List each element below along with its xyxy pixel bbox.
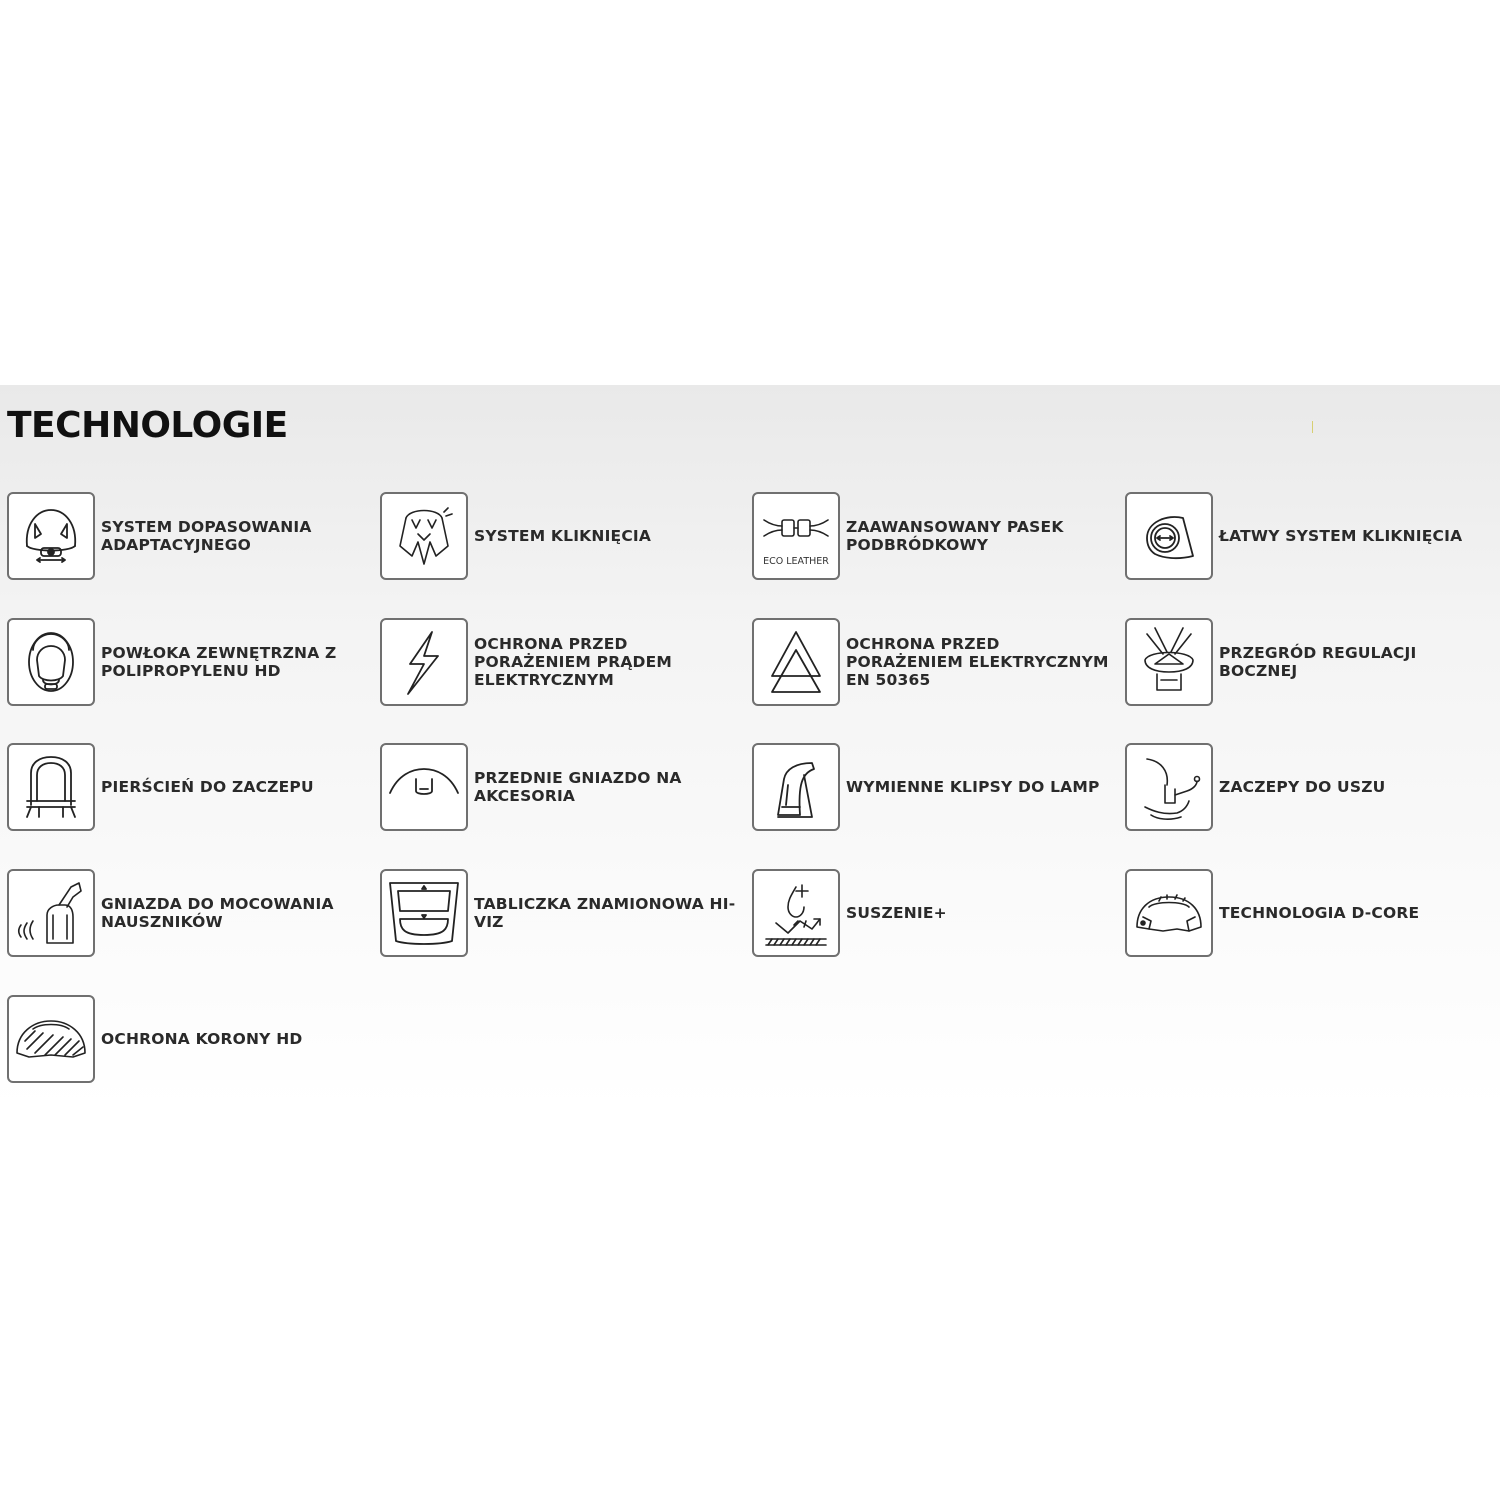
- tech-item-adaptive-fit: [7, 492, 379, 580]
- tech-item-label: ŁATWY SYSTEM KLIKNIĘCIA: [1219, 527, 1463, 545]
- tech-item-label: SYSTEM DOPASOWANIA ADAPTACYJNEGO: [101, 518, 312, 554]
- tech-item-drying-plus: [752, 869, 1124, 957]
- tech-item-label: GNIAZDA DO MOCOWANIA NAUSZNIKÓW: [101, 895, 334, 931]
- helmet-shell-top-icon: [7, 618, 95, 706]
- d-core-helmet-icon: [1125, 869, 1213, 957]
- helmet-straps-click-icon: [380, 492, 468, 580]
- hi-viz-plate-icon: [380, 869, 468, 957]
- tech-item-label: TABLICZKA ZNAMIONOWA HI-VIZ: [474, 895, 736, 931]
- lightning-bolt-icon: [380, 618, 468, 706]
- earmuff-mount-icon: [7, 869, 95, 957]
- tech-item-label: OCHRONA KORONY HD: [101, 1030, 303, 1048]
- tech-item-hook-ring: [7, 743, 379, 831]
- tech-item-label: PRZEGRÓD REGULACJI BOCZNEJ: [1219, 644, 1417, 680]
- side-adjustment-icon: [1125, 618, 1213, 706]
- chin-strap-buckle-icon: [752, 492, 840, 580]
- tech-item-hd-shell: [7, 618, 379, 706]
- tech-item-label: SYSTEM KLIKNIĘCIA: [474, 527, 652, 545]
- tech-item-label: OCHRONA PRZED PORAŻENIEM ELEKTRYCZNYM EN 50365: [846, 635, 1109, 689]
- lamp-clip-icon: [752, 743, 840, 831]
- tech-item-label: TECHNOLOGIA D-CORE: [1219, 904, 1420, 922]
- tech-item-click-system: [380, 492, 752, 580]
- tech-item-label: SUSZENIE+: [846, 904, 947, 922]
- tech-item-label: OCHRONA PRZED PORAŻENIEM PRĄDEM ELEKTRYCZNYM: [474, 635, 673, 689]
- tech-item-earmuff-mount: [7, 869, 379, 957]
- tech-item-label: PIERŚCIEŃ DO ZACZEPU: [101, 778, 314, 796]
- tech-item-label: WYMIENNE KLIPSY DO LAMP: [846, 778, 1100, 796]
- ear-hook-icon: [1125, 743, 1213, 831]
- front-slot-icon: [380, 743, 468, 831]
- tech-item-crown-protection: [7, 995, 379, 1083]
- tech-item-label: ZAAWANSOWANY PASEK PODBRÓDKOWY: [846, 518, 1064, 554]
- helmet-fit-adjust-icon: [7, 492, 95, 580]
- tech-item-ear-hooks: [1125, 743, 1497, 831]
- easy-click-dial-icon: [1125, 492, 1213, 580]
- drying-plus-icon: [752, 869, 840, 957]
- crown-protection-icon: [7, 995, 95, 1083]
- tech-item-side-adjust: [1125, 618, 1497, 706]
- tech-item-lamp-clips: [752, 743, 1124, 831]
- tech-item-label: ZACZEPY DO USZU: [1219, 778, 1386, 796]
- tech-item-easy-click: [1125, 492, 1497, 580]
- tech-item-en50365: [752, 618, 1124, 706]
- tech-item-label: POWŁOKA ZEWNĘTRZNA Z POLIPROPYLENU HD: [101, 644, 337, 680]
- tech-item-label: PRZEDNIE GNIAZDO NA AKCESORIA: [474, 769, 682, 805]
- tech-item-hi-viz-plate: [380, 869, 752, 957]
- decorative-tick: [1312, 421, 1313, 433]
- tech-item-front-slot: [380, 743, 752, 831]
- eco-leather-text: ECO LEATHER: [763, 556, 829, 567]
- tech-item-electric-protection: [380, 618, 752, 706]
- hook-ring-icon: [7, 743, 95, 831]
- section-title: TECHNOLOGIE: [7, 405, 288, 446]
- tech-item-chin-strap: [752, 492, 1124, 580]
- tech-item-d-core: [1125, 869, 1497, 957]
- double-triangle-icon: [752, 618, 840, 706]
